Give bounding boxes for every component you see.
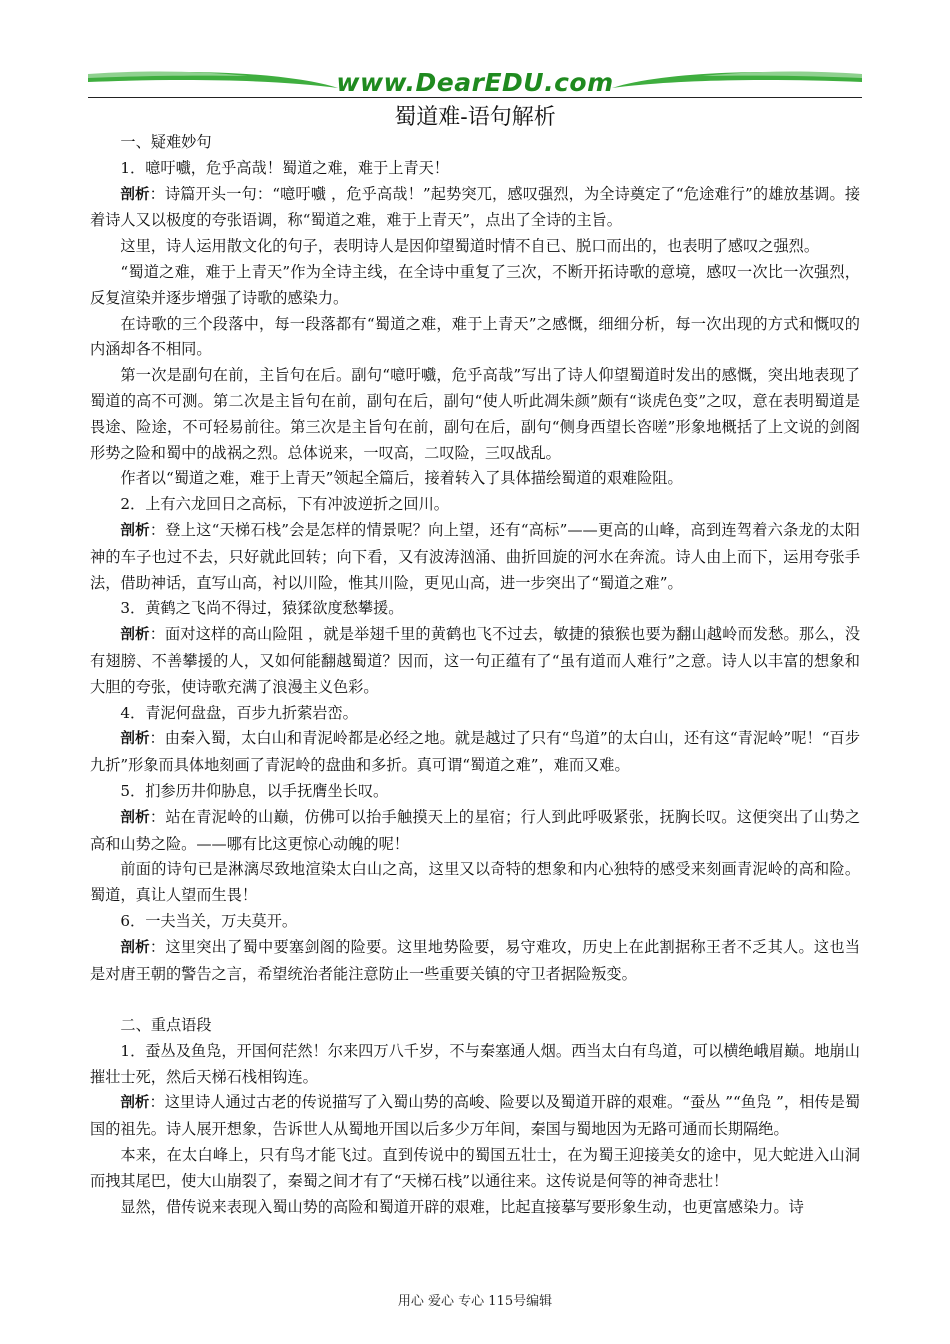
poem-quote: 1．蚕丛及鱼凫，开国何茫然！尔来四万八千岁，不与秦塞通人烟。西当太白有鸟道，可以横绝峨眉巅。地崩山摧壮士死，然后天梯石栈相钩连。 [90,1041,860,1086]
analysis-paragraph [90,182,860,235]
poem-quote: 3．黄鹤之飞尚不得过，猿猱欲度愁攀援。 [120,599,404,618]
section-heading: 一、疑难妙句 [120,133,212,151]
analysis-text: ：由秦入蜀，太白山和青泥岭都是必经之地。就是越过了只有“鸟道”的太白山，还有这“青泥岭”呢！“百步九折”形象而具体地刻画了青泥岭的盘曲和多折。真可谓“蜀道之难”，难而又难。 [90,729,861,775]
analysis-label: 剖析 [120,731,150,748]
poem-quote: 5．扪参历井仰胁息，以手抚膺坐长叹。 [120,781,389,800]
analysis-label: 剖析 [120,627,150,644]
site-banner [88,66,862,100]
document-body [90,130,860,1220]
analysis-label: 剖析 [120,522,150,539]
body-paragraph: 前面的诗句已是淋漓尽致地渲染太白山之高，这里又以奇特的想象和内心独特的感受来刻画青泥岭的高和险。蜀道，真让人望而生畏！ [90,860,860,905]
body-paragraph: 第一次是副句在前，主旨句在后。副句“噫吁嚱，危乎高哉”写出了诗人仰望蜀道时发出的感慨，突出地表现了蜀道的高不可测。第二次是主旨句在前，副句在后，副句“使人听此凋朱颜”颇有“谈虎色变”之叹，意在表明蜀道是畏途、险途，不可轻易前往。第三次是主旨句在前，副句在后，副句“侧身西望长咨嗟”形象地概括了上文说的剑阁形势之险和蜀中的战祸之烈。总体说来，一叹高，二叹险，三叹战乱。 [90,366,860,462]
poem-quote: 4．青泥何盘盘，百步九折萦岩峦。 [120,703,358,722]
analysis-label: 剖析 [120,809,150,826]
analysis-text: ：这里突出了蜀中要塞剑阁的险要。这里地势险要，易守难攻，历史上在此割据称王者不乏其人。这也当是对唐王朝的警告之言，希望统治者能注意防止一些重要关镇的守卫者据险叛变。 [90,937,861,983]
analysis-label: 剖析 [120,186,150,203]
poem-quote: 2．上有六龙回日之高标，下有冲波逆折之回川。 [120,495,449,514]
body-paragraph: 这里，诗人运用散文化的句子，表明诗人是因仰望蜀道时情不自已、脱口而出的，也表明了感叹之强烈。 [120,237,820,256]
analysis-paragraph [90,726,860,779]
site-url-logo[interactable]: www.DearEDU.com [336,68,614,97]
body-paragraph: 作者以“蜀道之难，难于上青天”领起全篇后，接着转入了具体描绘蜀道的艰难险阻。 [120,469,683,488]
analysis-paragraph [90,622,860,700]
analysis-label: 剖析 [120,939,150,956]
analysis-text: ：这里诗人通过古老的传说描写了入蜀山势的高峻、险要以及蜀道开辟的艰难。“蚕丛 ”“鱼凫 ”，相传是蜀国的祖先。诗人展开想象，告诉世人从蜀地开国以后多少万年间，秦国与蜀地因为无路可通而长期隔绝。 [90,1093,861,1139]
analysis-text: ：站在青泥岭的山巅，仿佛可以抬手触摸天上的星宿；行人到此呼吸紧张，抚胸长叹。这便突出了山势之高和山势之险。——哪有比这更惊心动魄的呢！ [90,807,861,853]
body-paragraph: “蜀道之难，难于上青天”作为全诗主线，在全诗中重复了三次，不断开拓诗歌的意境，感叹一次比一次强烈，反复渲染并逐步增强了诗歌的感染力。 [90,262,860,307]
analysis-label: 剖析 [120,1095,150,1112]
analysis-paragraph [90,805,860,858]
poem-quote: 1．噫吁嚱，危乎高哉！蜀道之难，难于上青天！ [120,158,449,177]
body-paragraph: 显然，借传说来表现入蜀山势的高险和蜀道开辟的艰难，比起直接摹写要形象生动，也更富感染力。诗 [120,1197,804,1216]
analysis-text: ：登上这“天梯石栈”会是怎样的情景呢？向上望，还有“高标”——更高的山峰，高到连驾着六条龙的太阳神的车子也过不去，只好就此回转；向下看，又有波涛汹涌、曲折回旋的河水在奔流。诗人由上而下，运用夸张手法，借助神话，直写山高，衬以川险，惟其川险，更见山高，进一步突出了“蜀道之难”。 [90,520,860,592]
document-title: 蜀道难-语句解析 [394,105,556,130]
analysis-text: ：面对这样的高山险阻 ，就是举翅千里的黄鹤也飞不过去，敏捷的猿猴也要为翻山越岭而发愁。那么，没有翅膀、不善攀援的人，又如何能翻越蜀道？因而，这一句正蕴有了“虽有道而人难行”之意。诗人以丰富的想象和大胆的夸张，使诗歌充满了浪漫主义色彩。 [90,625,861,696]
analysis-text: ：诗篇开头一句：“噫吁嚱 ，危乎高哉！”起势突兀，感叹强烈，为全诗奠定了“危途难行”的雄放基调。接着诗人又以极度的夸张语调，称“蜀道之难，难于上青天”，点出了全诗的主旨。 [90,184,861,230]
body-paragraph: 本来，在太白峰上，只有鸟才能飞过。直到传说中的蜀国五壮士，在为蜀王迎接美女的途中，见大蛇进入山洞而拽其尾巴，使大山崩裂了，秦蜀之间才有了“天梯石栈”以通往来。这传说是何等的神奇悲壮！ [90,1146,860,1190]
poem-quote: 6．一夫当关，万夫莫开。 [120,911,298,930]
section-heading: 二、重点语段 [120,1016,212,1035]
analysis-paragraph [90,935,860,988]
header-rule [88,97,862,98]
section-gap [90,987,860,1013]
body-paragraph: 在诗歌的三个段落中，每一段落都有“蜀道之难，难于上青天”之感慨，细细分析，每一次出现的方式和慨叹的内涵却各不相同。 [90,314,860,359]
analysis-paragraph [90,518,860,596]
analysis-paragraph [90,1090,860,1143]
page-footer: 用心 爱心 专心 115号编辑 [397,1294,553,1309]
